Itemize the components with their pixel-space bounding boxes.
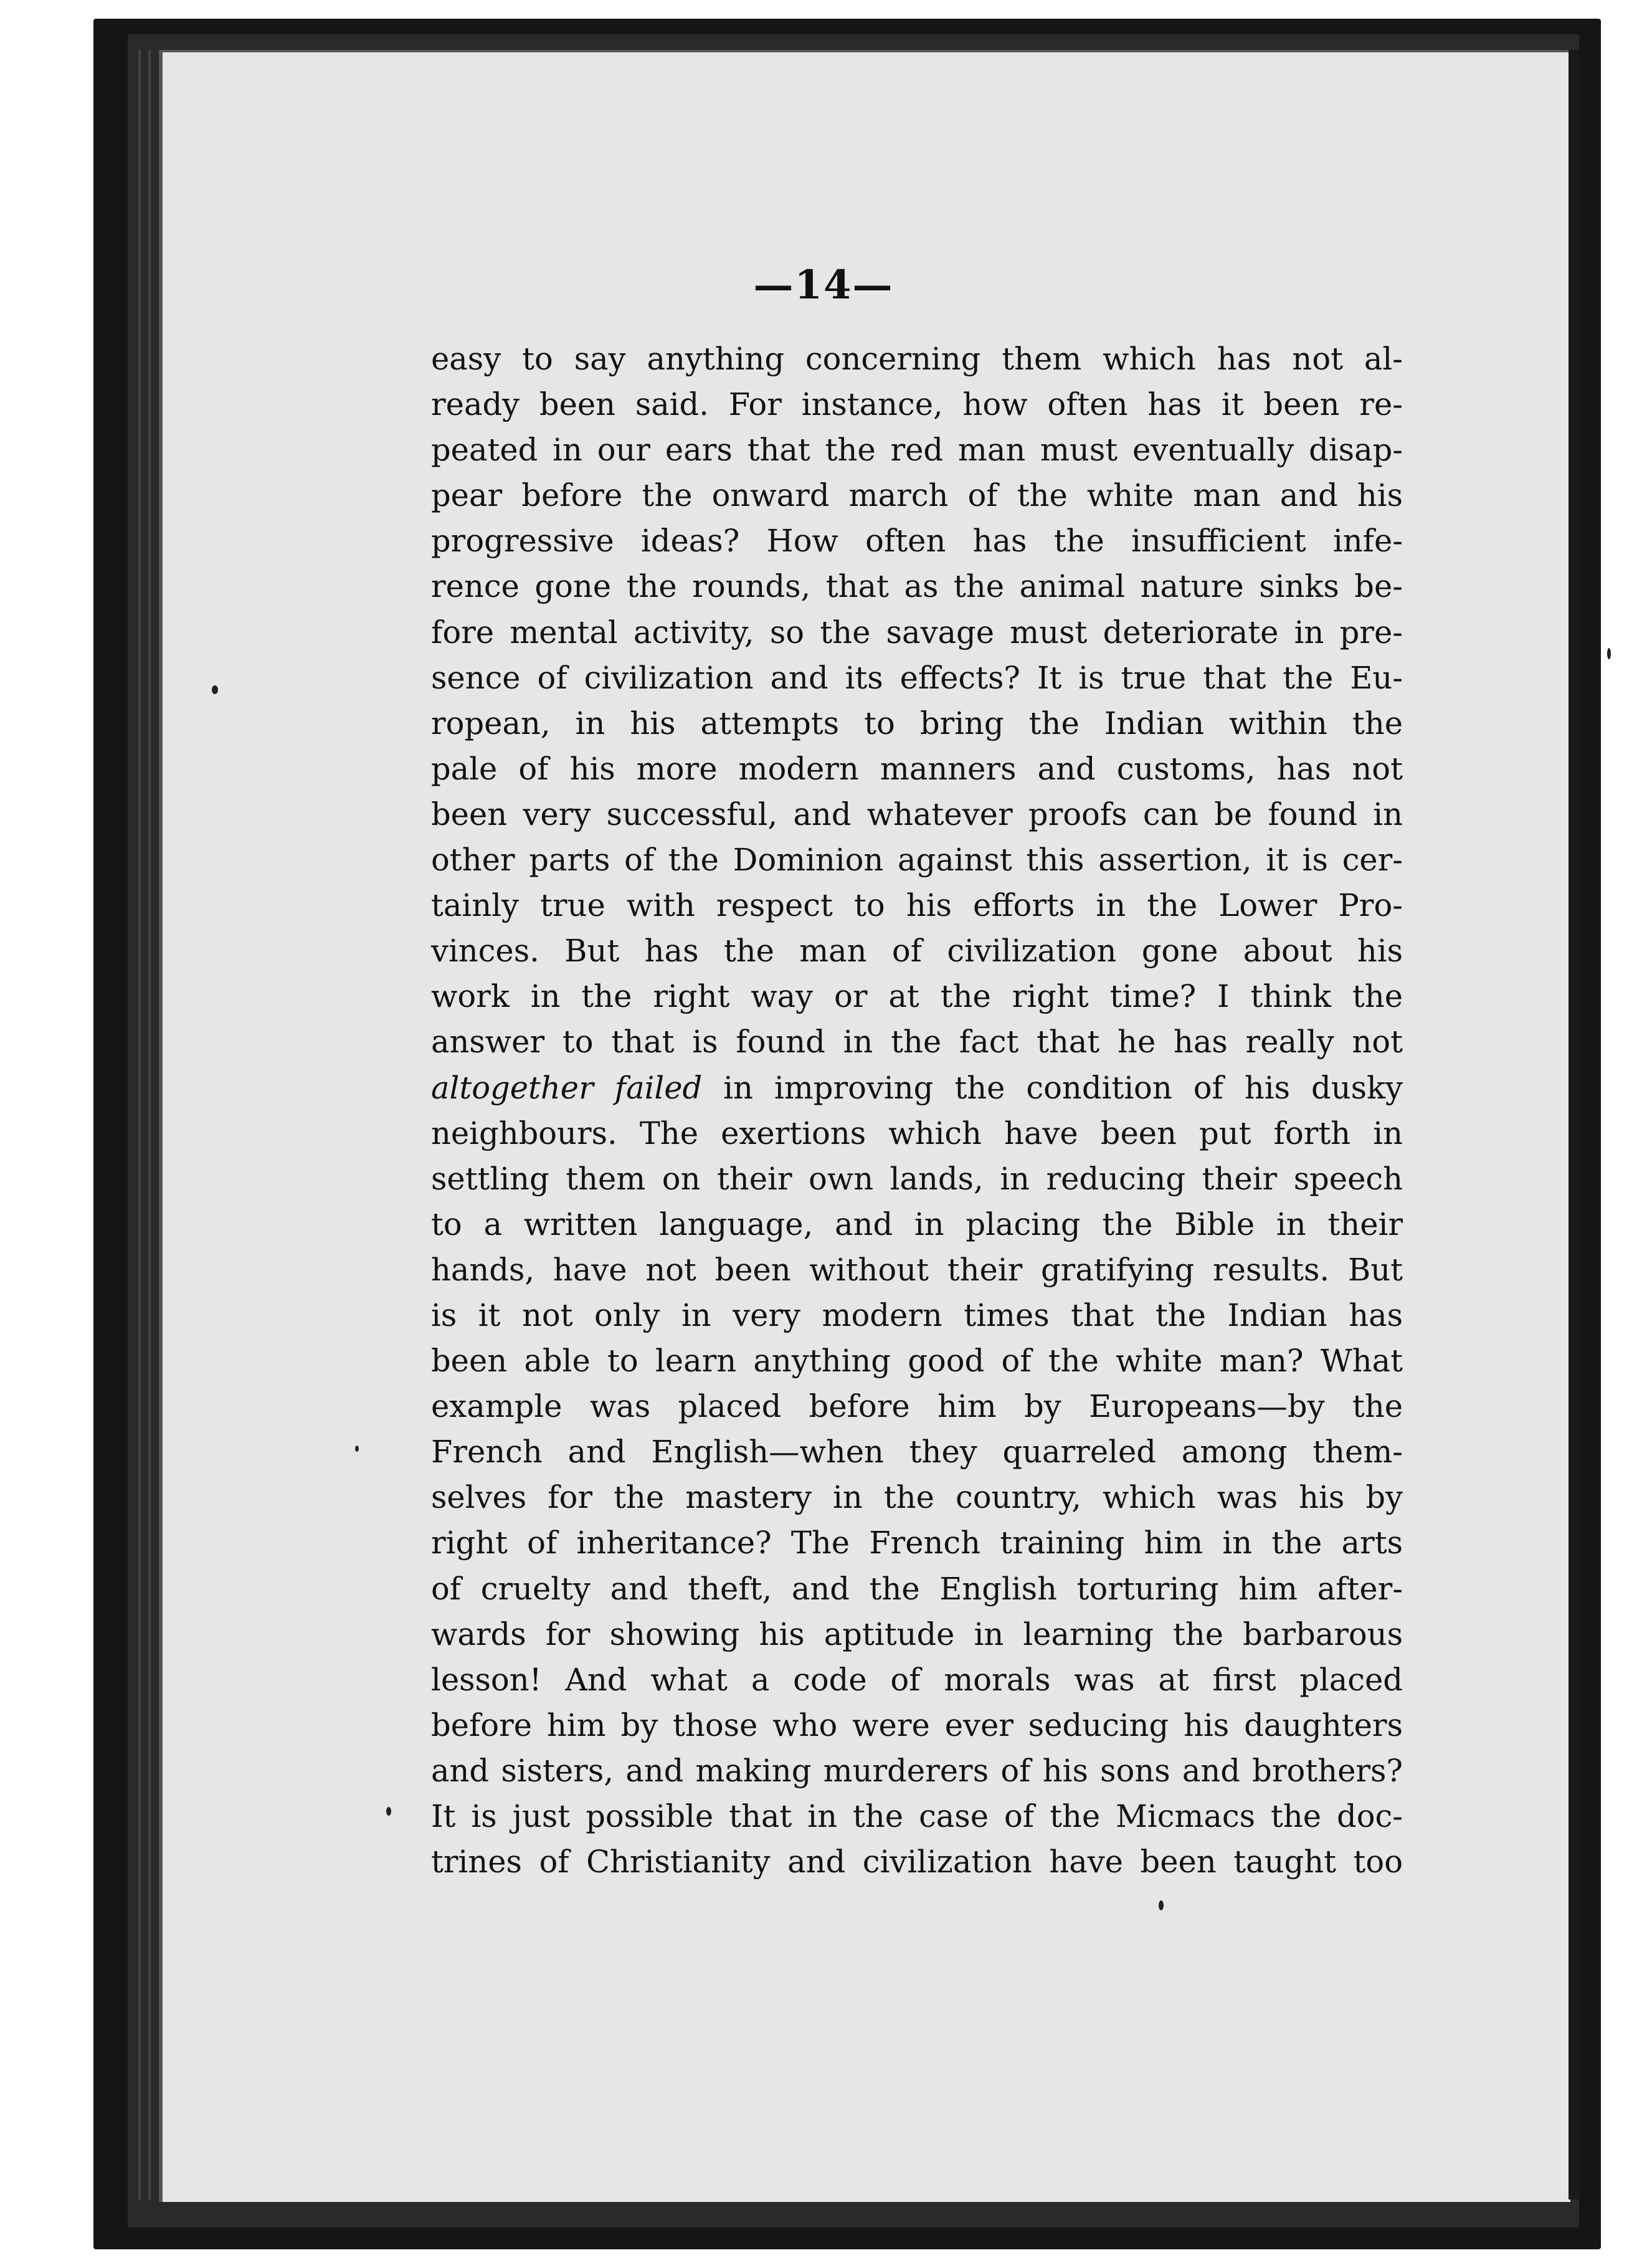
text-line: [431, 518, 1403, 564]
text-line: [431, 1703, 1403, 1748]
text-line: [431, 1566, 1403, 1612]
text-line-content: selves for the mastery in the country, which was his by: [431, 1479, 1403, 1516]
text-line-content: French and English—when they quarreled among them-: [431, 1434, 1403, 1470]
book-edge-line: [138, 50, 141, 2199]
text-line-content: ready been said. For instance, how often has it been re-: [431, 386, 1403, 423]
text-line: [431, 655, 1403, 701]
text-line: [431, 1657, 1403, 1703]
text-line-content: in improving the condition of his dusky: [702, 1069, 1403, 1106]
text-line-content: work in the right way or at the right time? I think the: [431, 978, 1403, 1015]
scan-margin: [1601, 0, 1647, 2268]
text-line: [431, 1111, 1403, 1156]
scan-speck: [212, 685, 218, 694]
text-line: [431, 610, 1403, 655]
text-line-content: wards for showing his aptitude in learning the barbarous: [431, 1616, 1403, 1652]
text-line-content: been able to learn anything good of the white man? What: [431, 1343, 1403, 1379]
scan-speck: [1159, 1900, 1164, 1910]
text-line-content: to a written language, and in placing the Bible in their: [431, 1206, 1403, 1242]
text-line-content: peated in our ears that the red man must eventually disap-: [431, 432, 1403, 469]
text-line-content: answer to that is found in the fact that he has really not: [431, 1024, 1403, 1060]
text-line-content: It is just possible that in the case of the Micmacs the doc-: [431, 1798, 1403, 1834]
text-line-content: ropean, in his attempts to bring the Indian within the: [431, 705, 1403, 741]
text-line-content: progressive ideas? How often has the insufficient infe-: [431, 523, 1403, 560]
text-line: [431, 1202, 1403, 1247]
text-line: [431, 1520, 1403, 1566]
text-line-content: example was placed before him by Europeans—by the: [431, 1388, 1403, 1425]
text-line: [431, 1612, 1403, 1657]
page-number: —14—: [753, 262, 894, 308]
text-line: [431, 1247, 1403, 1293]
book-edge-line: [148, 50, 151, 2199]
text-line-content: and sisters, and making murderers of his sons and brothers?: [431, 1752, 1403, 1789]
text-line: [431, 1293, 1403, 1338]
text-line-content: vinces. But has the man of civilization gone about his: [431, 933, 1403, 970]
text-line: [431, 1338, 1403, 1384]
text-line-content: other parts of the Dominion against this assertion, it is cer-: [431, 842, 1403, 879]
text-line: [431, 928, 1403, 974]
scan-speck: [355, 1446, 359, 1452]
text-line-content: rence gone the rounds, that as the animal nature sinks be-: [431, 568, 1403, 605]
text-line: [431, 382, 1403, 427]
text-line: [431, 427, 1403, 473]
scan-speck: [386, 1807, 391, 1816]
text-line: [431, 564, 1403, 609]
text-line-content: pale of his more modern manners and customs, has not: [431, 750, 1403, 787]
text-line-content: easy to say anything concerning them which has not al-: [431, 341, 1403, 377]
text-line-content: sence of civilization and its effects? It is true that the Eu-: [431, 659, 1403, 696]
text-line-content: been very successful, and whatever proofs can be found in: [431, 796, 1403, 832]
text-line: [431, 1156, 1403, 1202]
text-line: [431, 1748, 1403, 1794]
text-line: [431, 1475, 1403, 1520]
text-line-content: hands, have not been without their gratifying results. But: [431, 1251, 1403, 1288]
text-line: [431, 746, 1403, 792]
text-line: [431, 1839, 1403, 1885]
text-line: [431, 792, 1403, 837]
text-line-content: pear before the onward march of the white man and his: [431, 477, 1403, 514]
text-line-content: neighbours. The exertions which have been put forth in: [431, 1115, 1403, 1151]
text-line: [431, 1019, 1403, 1065]
text-line: [431, 837, 1403, 883]
text-line: [431, 883, 1403, 928]
text-line: [431, 1429, 1403, 1475]
text-line-content: before him by those who were ever seducing his daughters: [431, 1707, 1403, 1743]
text-line: [431, 1794, 1403, 1839]
text-line: [431, 974, 1403, 1019]
text-line-content: fore mental activity, so the savage must deteriorate in pre-: [431, 614, 1403, 650]
text-line-content: lesson! And what a code of morals was at first placed: [431, 1661, 1403, 1698]
text-line: [431, 701, 1403, 746]
italic-phrase: altogether failed: [431, 1069, 703, 1106]
text-line: [431, 1384, 1403, 1429]
text-line-content: right of inheritance? The French training him in the arts: [431, 1525, 1403, 1561]
text-line: [431, 473, 1403, 518]
text-line-content: trines of Christianity and civilization have been taught too: [431, 1844, 1403, 1880]
text-line-content: tainly true with respect to his efforts in the Lower Pro-: [431, 887, 1403, 924]
scan-speck: [1607, 648, 1611, 659]
text-line-content: settling them on their own lands, in reducing their speech: [431, 1160, 1403, 1197]
page-right-edge: [1569, 50, 1580, 2199]
text-line-content: is it not only in very modern times that the Indian has: [431, 1297, 1403, 1333]
body-text: [431, 336, 1403, 1885]
text-line: [431, 336, 1403, 382]
text-line: [431, 1065, 1403, 1111]
text-line-content: of cruelty and theft, and the English torturing him after-: [431, 1570, 1403, 1607]
